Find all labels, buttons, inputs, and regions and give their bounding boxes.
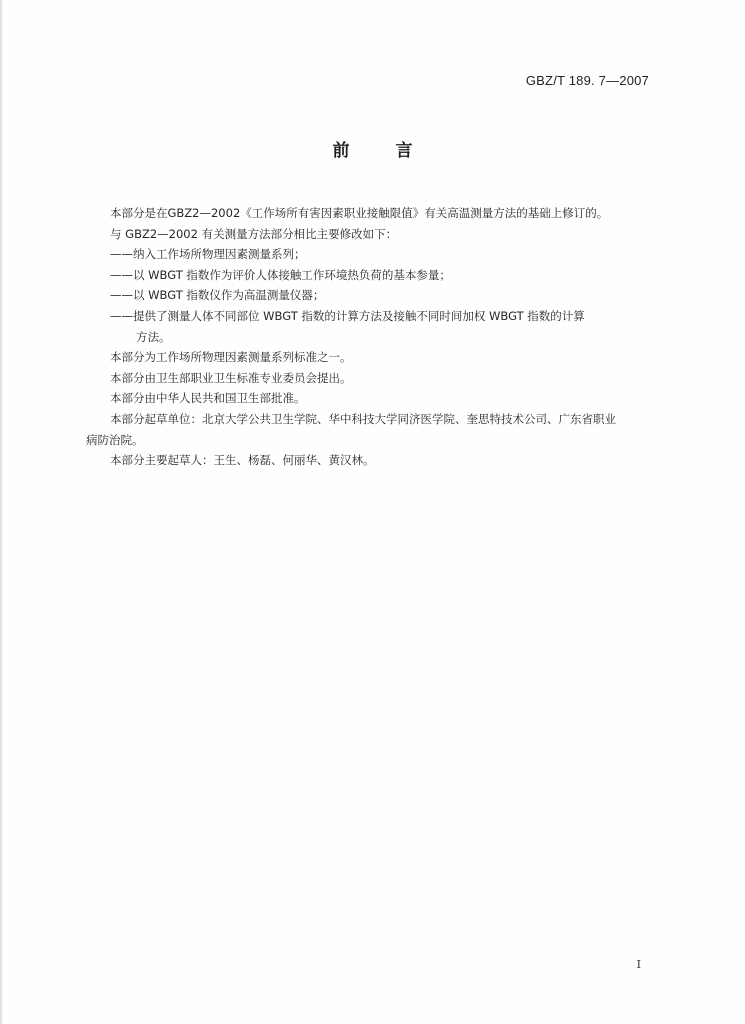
paragraph-series: 本部分为工作场所物理因素测量系列标准之一。 <box>110 350 352 365</box>
list-item-change-4-continuation <box>110 327 655 348</box>
list-item-change-4-line1: ——提供了测量人体不同部位 WBGT 指数的计算方法及接触不同时间加权 WBGT 指数的计算 <box>110 308 585 323</box>
list-item-change-3: ——以 WBGT 指数仪作为高温测量仪器； <box>110 288 325 303</box>
paragraph-revision-basis: 本部分是在GBZ2—2002《工作场所有害因素职业接触限值》有关高温测量方法的基础上修订的。 <box>110 206 609 220</box>
page-title: 前言 <box>332 141 459 161</box>
drafting-units-line2: 病防治院。 <box>86 432 144 447</box>
list-item-change-4-line2: 方法。 <box>136 329 171 344</box>
paragraph-changes-intro: 与 GBZ2—2002 有关测量方法部分相比主要修改如下： <box>110 226 398 241</box>
document-body <box>86 203 655 471</box>
drafting-units-line1: 本部分起草单位：北京大学公共卫生学院、华中科技大学同济医学院、奎思特技术公司、广东省职业 <box>110 411 616 426</box>
list-item-change-1: ——纳入工作场所物理因素测量系列； <box>110 247 306 262</box>
paragraph-proposed-by: 本部分由卫生部职业卫生标准专业委员会提出。 <box>110 370 352 385</box>
page-number: I <box>636 958 641 971</box>
paragraph-drafting-units-continuation <box>86 430 655 451</box>
list-item-change-4 <box>110 306 655 327</box>
list-item-change-2: ——以 WBGT 指数作为评价人体接触工作环境热负荷的基本参量； <box>110 267 451 282</box>
paragraph-approved-by: 本部分由中华人民共和国卫生部批准。 <box>110 391 306 406</box>
paragraph-drafting-units <box>110 409 655 430</box>
standard-code: GBZ/T 189. 7—2007 <box>525 73 649 88</box>
paragraph-drafters: 本部分主要起草人：王生、杨磊、何丽华、黄汉林。 <box>110 453 375 468</box>
